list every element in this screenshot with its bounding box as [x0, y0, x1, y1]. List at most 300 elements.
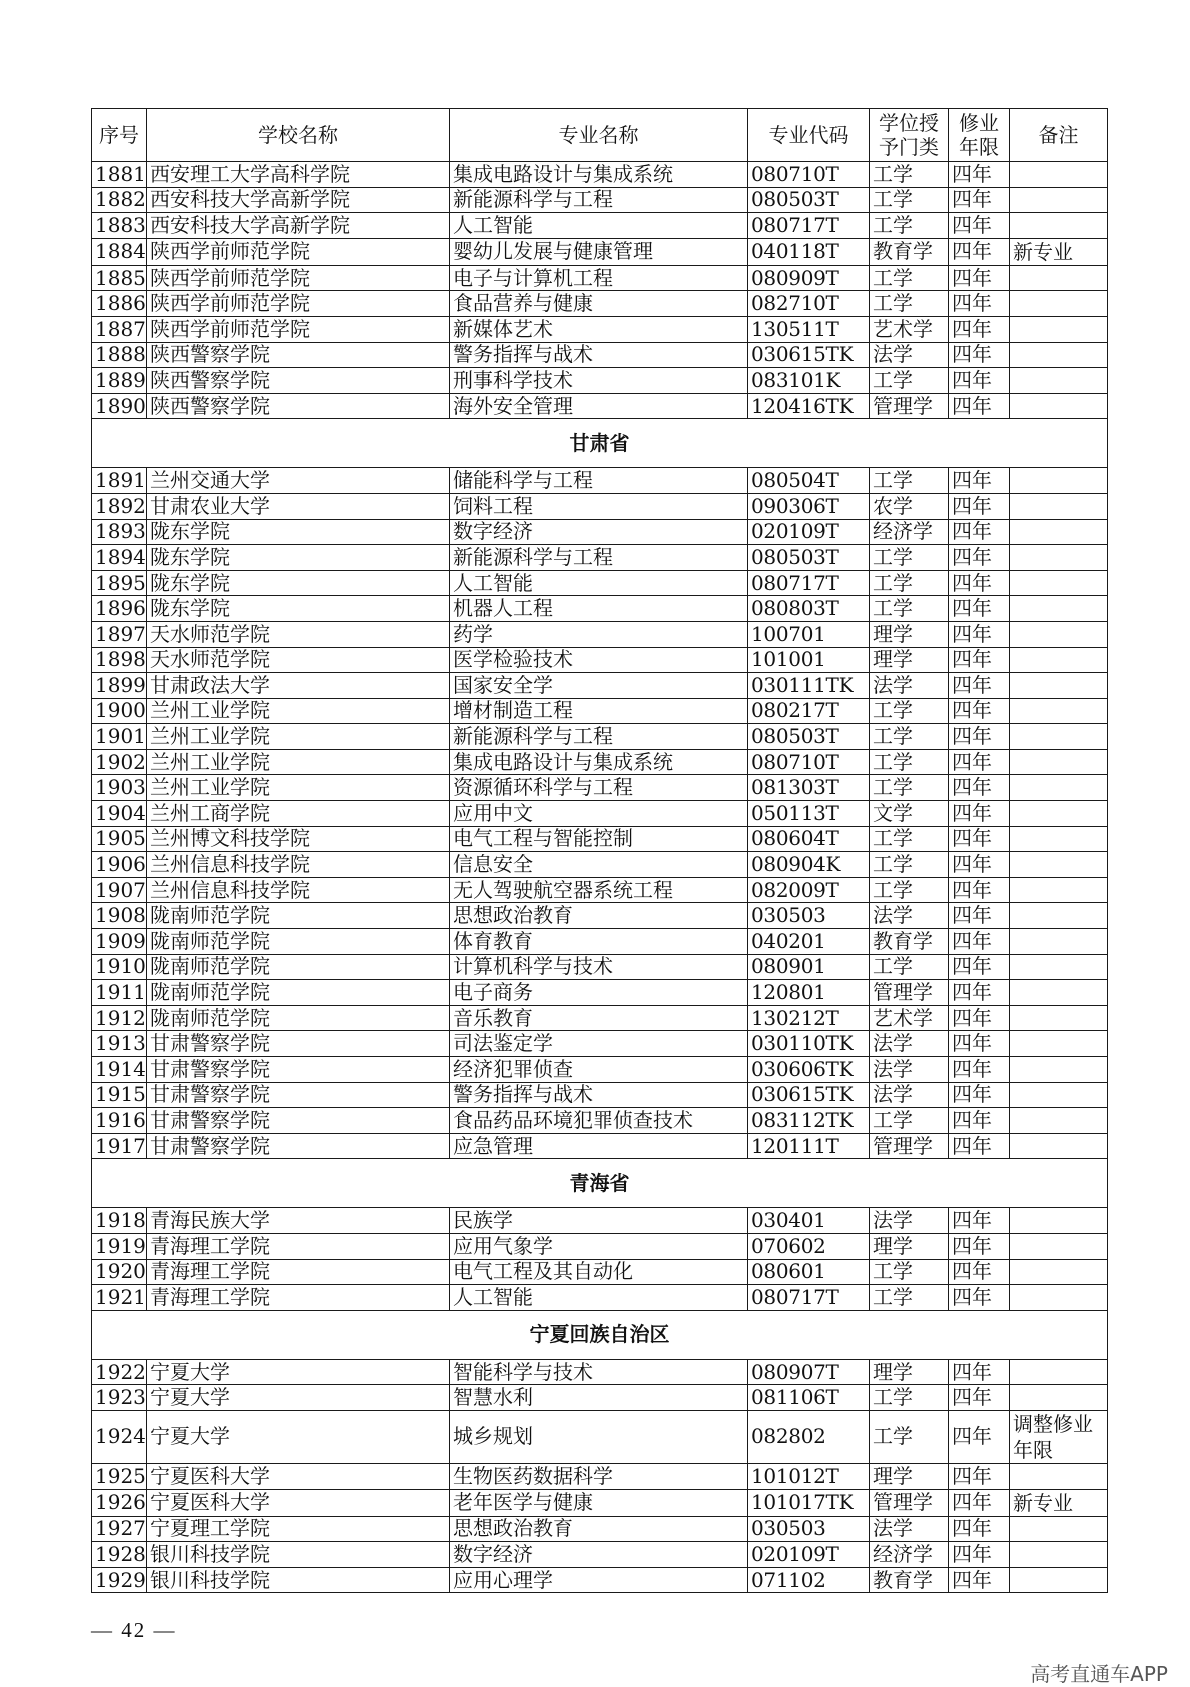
cell-no: 1904: [92, 801, 147, 827]
page-number: — 42 —: [91, 1618, 177, 1642]
table-row: [92, 877, 1108, 903]
cell-years: 四年: [949, 368, 1010, 394]
table-row: [92, 980, 1108, 1006]
cell-note: 新专业: [1010, 238, 1108, 265]
cell-years: 四年: [949, 1463, 1010, 1489]
cell-no: 1922: [92, 1359, 147, 1385]
cell-category: 法学: [870, 1208, 949, 1234]
cell-major: 人工智能: [450, 570, 748, 596]
cell-code: 082009T: [748, 877, 870, 903]
cell-school: 陇南师范学院: [147, 1005, 450, 1031]
region-title: 青海省: [92, 1159, 1108, 1208]
cell-note: [1010, 265, 1108, 291]
cell-code: 030401: [748, 1208, 870, 1234]
cell-years: 四年: [949, 1542, 1010, 1568]
cell-category: 工学: [870, 1410, 949, 1463]
cell-note: [1010, 493, 1108, 519]
cell-major: 饲料工程: [450, 493, 748, 519]
table-row: [92, 393, 1108, 419]
header-note: 备注: [1010, 109, 1108, 162]
cell-note: [1010, 980, 1108, 1006]
cell-category: 工学: [870, 596, 949, 622]
cell-category: 工学: [870, 368, 949, 394]
cell-major: 老年医学与健康: [450, 1489, 748, 1516]
cell-note: [1010, 316, 1108, 342]
cell-code: 080904K: [748, 852, 870, 878]
cell-major: 经济犯罪侦查: [450, 1057, 748, 1083]
cell-note: [1010, 1208, 1108, 1234]
cell-code: 080717T: [748, 570, 870, 596]
cell-school: 银川科技学院: [147, 1542, 450, 1568]
cell-code: 081106T: [748, 1385, 870, 1411]
table-row: [92, 801, 1108, 827]
cell-category: 经济学: [870, 1542, 949, 1568]
cell-category: 经济学: [870, 519, 949, 545]
cell-note: [1010, 468, 1108, 494]
cell-no: 1900: [92, 698, 147, 724]
cell-years: 四年: [949, 673, 1010, 699]
cell-school: 甘肃警察学院: [147, 1057, 450, 1083]
cell-no: 1911: [92, 980, 147, 1006]
cell-school: 陕西警察学院: [147, 342, 450, 368]
cell-school: 兰州工业学院: [147, 749, 450, 775]
table-row: [92, 1133, 1108, 1159]
cell-major: 电子与计算机工程: [450, 265, 748, 291]
cell-category: 工学: [870, 826, 949, 852]
cell-major: 新能源科学与工程: [450, 724, 748, 750]
table-row: [92, 316, 1108, 342]
cell-no: 1928: [92, 1542, 147, 1568]
cell-code: 020109T: [748, 1542, 870, 1568]
cell-category: 工学: [870, 724, 949, 750]
cell-no: 1893: [92, 519, 147, 545]
cell-category: 农学: [870, 493, 949, 519]
cell-category: 工学: [870, 162, 949, 188]
cell-category: 工学: [870, 1285, 949, 1311]
cell-school: 宁夏大学: [147, 1410, 450, 1463]
cell-major: 城乡规划: [450, 1410, 748, 1463]
cell-years: 四年: [949, 1285, 1010, 1311]
cell-school: 兰州工商学院: [147, 801, 450, 827]
watermark: 高考直通车APP: [1030, 1662, 1168, 1686]
cell-no: 1882: [92, 187, 147, 213]
cell-major: 智能科学与技术: [450, 1359, 748, 1385]
cell-category: 工学: [870, 570, 949, 596]
cell-no: 1919: [92, 1233, 147, 1259]
cell-category: 理学: [870, 1233, 949, 1259]
cell-category: 工学: [870, 187, 949, 213]
cell-note: [1010, 724, 1108, 750]
cell-no: 1885: [92, 265, 147, 291]
cell-major: 思想政治教育: [450, 903, 748, 929]
table-row: [92, 545, 1108, 571]
cell-school: 西安科技大学高新学院: [147, 187, 450, 213]
cell-major: 应用心理学: [450, 1567, 748, 1593]
cell-major: 新能源科学与工程: [450, 545, 748, 571]
cell-code: 080503T: [748, 545, 870, 571]
cell-category: 工学: [870, 468, 949, 494]
cell-category: 法学: [870, 673, 949, 699]
cell-category: 工学: [870, 954, 949, 980]
cell-category: 法学: [870, 1082, 949, 1108]
cell-major: 生物医药数据科学: [450, 1463, 748, 1489]
cell-note: [1010, 1082, 1108, 1108]
cell-school: 西安科技大学高新学院: [147, 213, 450, 239]
cell-no: 1889: [92, 368, 147, 394]
cell-code: 080601: [748, 1259, 870, 1285]
cell-years: 四年: [949, 342, 1010, 368]
cell-years: 四年: [949, 1516, 1010, 1542]
cell-no: 1908: [92, 903, 147, 929]
cell-years: 四年: [949, 468, 1010, 494]
cell-school: 陕西警察学院: [147, 368, 450, 394]
cell-no: 1906: [92, 852, 147, 878]
table-row: [92, 852, 1108, 878]
table-row: [92, 1542, 1108, 1568]
cell-major: 储能科学与工程: [450, 468, 748, 494]
cell-years: 四年: [949, 1385, 1010, 1411]
cell-years: 四年: [949, 1359, 1010, 1385]
cell-note: [1010, 749, 1108, 775]
cell-major: 应用气象学: [450, 1233, 748, 1259]
cell-note: [1010, 1057, 1108, 1083]
cell-major: 增材制造工程: [450, 698, 748, 724]
cell-school: 银川科技学院: [147, 1567, 450, 1593]
table-row: [92, 162, 1108, 188]
cell-major: 民族学: [450, 1208, 748, 1234]
cell-years: 四年: [949, 493, 1010, 519]
cell-code: 030606TK: [748, 1057, 870, 1083]
cell-years: 四年: [949, 393, 1010, 419]
cell-years: 四年: [949, 903, 1010, 929]
cell-code: 080604T: [748, 826, 870, 852]
region-title: 甘肃省: [92, 419, 1108, 468]
cell-code: 080909T: [748, 265, 870, 291]
cell-years: 四年: [949, 1082, 1010, 1108]
cell-category: 工学: [870, 545, 949, 571]
cell-major: 音乐教育: [450, 1005, 748, 1031]
cell-code: 030615TK: [748, 342, 870, 368]
cell-major: 思想政治教育: [450, 1516, 748, 1542]
cell-years: 四年: [949, 1133, 1010, 1159]
cell-code: 040118T: [748, 238, 870, 265]
cell-no: 1901: [92, 724, 147, 750]
cell-category: 工学: [870, 1259, 949, 1285]
cell-note: [1010, 877, 1108, 903]
cell-major: 电气工程与智能控制: [450, 826, 748, 852]
cell-major: 体育教育: [450, 929, 748, 955]
cell-school: 青海理工学院: [147, 1259, 450, 1285]
table-row: [92, 1031, 1108, 1057]
cell-code: 080907T: [748, 1359, 870, 1385]
table-row: [92, 493, 1108, 519]
cell-major: 数字经济: [450, 519, 748, 545]
table-row: [92, 1233, 1108, 1259]
cell-note: [1010, 519, 1108, 545]
cell-code: 082710T: [748, 291, 870, 317]
cell-category: 管理学: [870, 1133, 949, 1159]
cell-note: [1010, 596, 1108, 622]
cell-no: 1927: [92, 1516, 147, 1542]
region-row: [92, 1310, 1108, 1359]
cell-note: [1010, 954, 1108, 980]
cell-note: [1010, 570, 1108, 596]
cell-code: 030110TK: [748, 1031, 870, 1057]
cell-major: 机器人工程: [450, 596, 748, 622]
cell-years: 四年: [949, 826, 1010, 852]
cell-category: 法学: [870, 1516, 949, 1542]
cell-school: 甘肃农业大学: [147, 493, 450, 519]
cell-years: 四年: [949, 1108, 1010, 1134]
cell-category: 工学: [870, 265, 949, 291]
table-row: [92, 1359, 1108, 1385]
cell-code: 071102: [748, 1567, 870, 1593]
cell-school: 陕西学前师范学院: [147, 316, 450, 342]
cell-code: 080803T: [748, 596, 870, 622]
cell-note: [1010, 801, 1108, 827]
cell-years: 四年: [949, 238, 1010, 265]
cell-code: 082802: [748, 1410, 870, 1463]
cell-years: 四年: [949, 265, 1010, 291]
cell-no: 1914: [92, 1057, 147, 1083]
cell-no: 1891: [92, 468, 147, 494]
cell-years: 四年: [949, 647, 1010, 673]
cell-years: 四年: [949, 316, 1010, 342]
table-row: [92, 749, 1108, 775]
cell-note: 新专业: [1010, 1489, 1108, 1516]
cell-school: 陇南师范学院: [147, 903, 450, 929]
cell-years: 四年: [949, 621, 1010, 647]
cell-major: 新媒体艺术: [450, 316, 748, 342]
cell-school: 陇南师范学院: [147, 929, 450, 955]
cell-school: 陕西警察学院: [147, 393, 450, 419]
cell-category: 理学: [870, 621, 949, 647]
cell-school: 宁夏医科大学: [147, 1489, 450, 1516]
cell-code: 080717T: [748, 213, 870, 239]
cell-note: [1010, 1233, 1108, 1259]
cell-no: 1921: [92, 1285, 147, 1311]
cell-code: 101012T: [748, 1463, 870, 1489]
cell-category: 教育学: [870, 929, 949, 955]
cell-code: 101001: [748, 647, 870, 673]
cell-no: 1924: [92, 1410, 147, 1463]
cell-major: 医学检验技术: [450, 647, 748, 673]
table-row: [92, 187, 1108, 213]
cell-major: 信息安全: [450, 852, 748, 878]
cell-note: [1010, 1567, 1108, 1593]
cell-major: 电气工程及其自动化: [450, 1259, 748, 1285]
cell-years: 四年: [949, 724, 1010, 750]
table-row: [92, 903, 1108, 929]
cell-note: [1010, 342, 1108, 368]
cell-code: 030615TK: [748, 1082, 870, 1108]
cell-category: 理学: [870, 1463, 949, 1489]
cell-note: [1010, 1285, 1108, 1311]
cell-school: 青海理工学院: [147, 1233, 450, 1259]
cell-major: 食品营养与健康: [450, 291, 748, 317]
cell-major: 人工智能: [450, 1285, 748, 1311]
cell-no: 1898: [92, 647, 147, 673]
cell-note: [1010, 698, 1108, 724]
region-title: 宁夏回族自治区: [92, 1310, 1108, 1359]
cell-category: 艺术学: [870, 1005, 949, 1031]
cell-major: 资源循环科学与工程: [450, 775, 748, 801]
cell-years: 四年: [949, 545, 1010, 571]
cell-years: 四年: [949, 980, 1010, 1006]
cell-note: [1010, 1259, 1108, 1285]
cell-category: 教育学: [870, 238, 949, 265]
cell-note: [1010, 393, 1108, 419]
cell-note: [1010, 775, 1108, 801]
cell-years: 四年: [949, 291, 1010, 317]
cell-years: 四年: [949, 1489, 1010, 1516]
table-header: [92, 109, 1108, 162]
cell-no: 1895: [92, 570, 147, 596]
cell-years: 四年: [949, 162, 1010, 188]
cell-category: 工学: [870, 877, 949, 903]
cell-school: 宁夏大学: [147, 1359, 450, 1385]
cell-code: 120416TK: [748, 393, 870, 419]
header-no: 序号: [92, 109, 147, 162]
cell-years: 四年: [949, 1031, 1010, 1057]
table-row: [92, 342, 1108, 368]
cell-school: 宁夏理工学院: [147, 1516, 450, 1542]
cell-major: 电子商务: [450, 980, 748, 1006]
cell-category: 艺术学: [870, 316, 949, 342]
table-row: [92, 647, 1108, 673]
cell-major: 人工智能: [450, 213, 748, 239]
cell-school: 兰州交通大学: [147, 468, 450, 494]
table-row: [92, 1567, 1108, 1593]
cell-category: 工学: [870, 1108, 949, 1134]
cell-note: [1010, 826, 1108, 852]
cell-code: 130212T: [748, 1005, 870, 1031]
cell-major: 集成电路设计与集成系统: [450, 162, 748, 188]
table-row: [92, 1108, 1108, 1134]
cell-major: 警务指挥与战术: [450, 342, 748, 368]
cell-note: [1010, 1359, 1108, 1385]
cell-years: 四年: [949, 1567, 1010, 1593]
header-code: 专业代码: [748, 109, 870, 162]
cell-major: 新能源科学与工程: [450, 187, 748, 213]
cell-school: 陕西学前师范学院: [147, 291, 450, 317]
cell-note: [1010, 1463, 1108, 1489]
cell-years: 四年: [949, 749, 1010, 775]
cell-code: 080217T: [748, 698, 870, 724]
cell-code: 080503T: [748, 724, 870, 750]
cell-no: 1913: [92, 1031, 147, 1057]
cell-school: 甘肃警察学院: [147, 1082, 450, 1108]
header-category: 学位授予门类: [870, 109, 949, 162]
cell-major: 应用中文: [450, 801, 748, 827]
cell-no: 1907: [92, 877, 147, 903]
cell-major: 司法鉴定学: [450, 1031, 748, 1057]
table-row: [92, 1082, 1108, 1108]
table-row: [92, 1410, 1108, 1463]
cell-code: 020109T: [748, 519, 870, 545]
table-row: [92, 1057, 1108, 1083]
cell-years: 四年: [949, 1005, 1010, 1031]
cell-no: 1896: [92, 596, 147, 622]
cell-years: 四年: [949, 1410, 1010, 1463]
header-row: [92, 109, 1108, 162]
cell-no: 1915: [92, 1082, 147, 1108]
cell-note: [1010, 368, 1108, 394]
cell-years: 四年: [949, 1208, 1010, 1234]
table-row: [92, 1489, 1108, 1516]
cell-no: 1887: [92, 316, 147, 342]
cell-category: 工学: [870, 213, 949, 239]
cell-school: 兰州信息科技学院: [147, 877, 450, 903]
cell-note: [1010, 1385, 1108, 1411]
cell-note: [1010, 673, 1108, 699]
cell-years: 四年: [949, 570, 1010, 596]
cell-category: 文学: [870, 801, 949, 827]
table-row: [92, 1208, 1108, 1234]
table-row: [92, 1285, 1108, 1311]
cell-years: 四年: [949, 775, 1010, 801]
cell-years: 四年: [949, 213, 1010, 239]
cell-code: 030111TK: [748, 673, 870, 699]
table-row: [92, 826, 1108, 852]
cell-school: 兰州工业学院: [147, 775, 450, 801]
cell-code: 080710T: [748, 162, 870, 188]
cell-note: [1010, 1108, 1108, 1134]
cell-no: 1881: [92, 162, 147, 188]
cell-no: 1926: [92, 1489, 147, 1516]
cell-category: 理学: [870, 647, 949, 673]
cell-school: 陇南师范学院: [147, 954, 450, 980]
cell-school: 天水师范学院: [147, 647, 450, 673]
cell-no: 1894: [92, 545, 147, 571]
table-row: [92, 1005, 1108, 1031]
cell-category: 管理学: [870, 1489, 949, 1516]
cell-code: 080901: [748, 954, 870, 980]
table-row: [92, 368, 1108, 394]
cell-code: 100701: [748, 621, 870, 647]
cell-no: 1883: [92, 213, 147, 239]
cell-code: 083101K: [748, 368, 870, 394]
cell-no: 1925: [92, 1463, 147, 1489]
cell-school: 陇东学院: [147, 596, 450, 622]
cell-no: 1909: [92, 929, 147, 955]
cell-major: 警务指挥与战术: [450, 1082, 748, 1108]
cell-note: [1010, 903, 1108, 929]
table-row: [92, 291, 1108, 317]
cell-no: 1923: [92, 1385, 147, 1411]
cell-school: 陕西学前师范学院: [147, 265, 450, 291]
cell-school: 甘肃警察学院: [147, 1031, 450, 1057]
cell-code: 083112TK: [748, 1108, 870, 1134]
cell-school: 宁夏医科大学: [147, 1463, 450, 1489]
table-row: [92, 596, 1108, 622]
cell-years: 四年: [949, 698, 1010, 724]
cell-school: 陇东学院: [147, 545, 450, 571]
cell-code: 130511T: [748, 316, 870, 342]
cell-code: 120801: [748, 980, 870, 1006]
cell-no: 1886: [92, 291, 147, 317]
table-row: [92, 698, 1108, 724]
cell-no: 1888: [92, 342, 147, 368]
cell-years: 四年: [949, 187, 1010, 213]
cell-years: 四年: [949, 801, 1010, 827]
cell-code: 030503: [748, 903, 870, 929]
header-years: 修业年限: [949, 109, 1010, 162]
cell-category: 法学: [870, 1031, 949, 1057]
table-body: [92, 162, 1108, 1593]
table-row: [92, 265, 1108, 291]
cell-school: 甘肃警察学院: [147, 1133, 450, 1159]
